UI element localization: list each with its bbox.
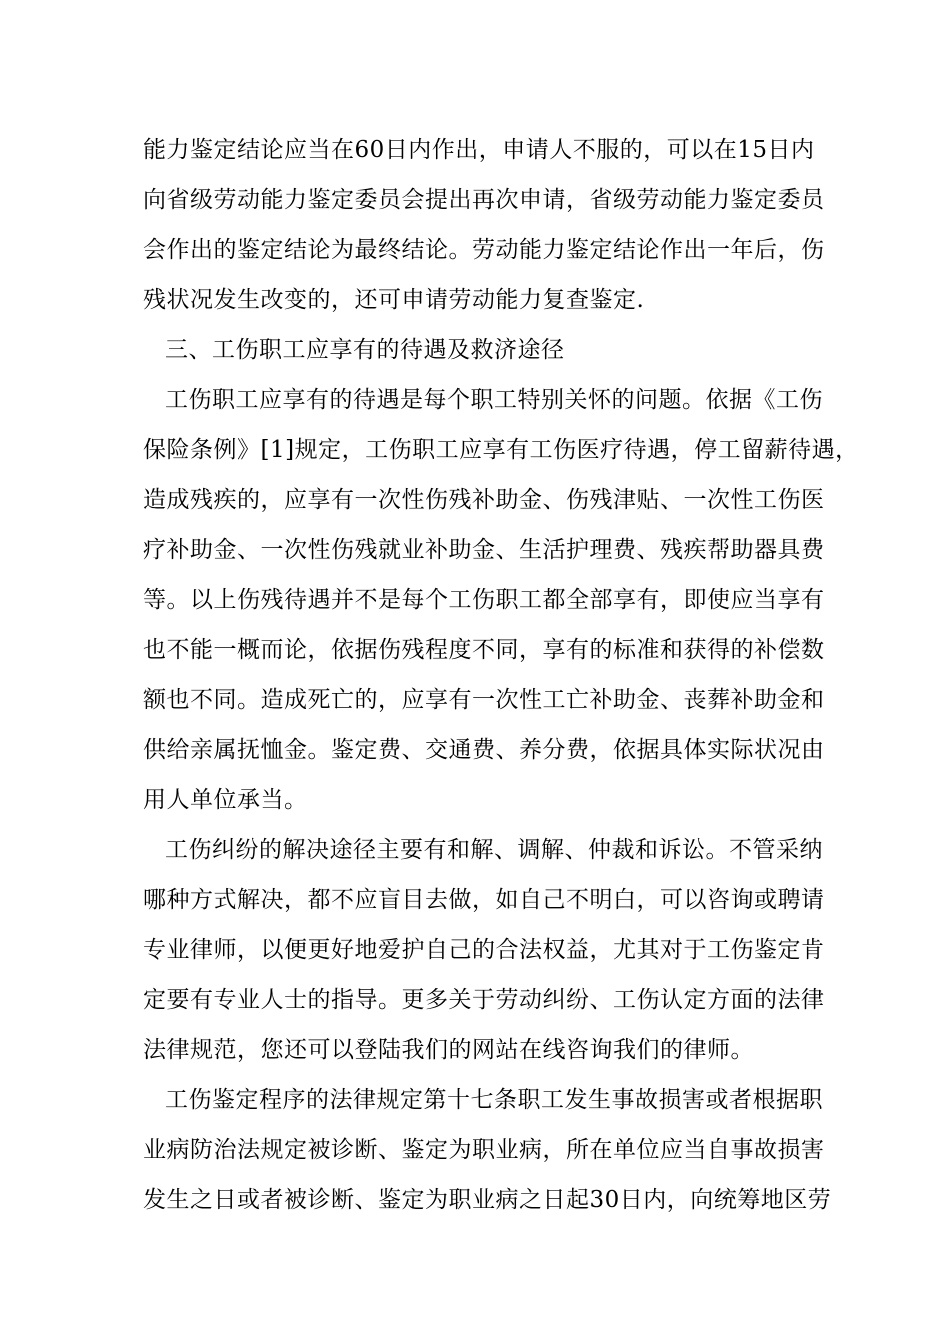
- paragraph-line: 会作出的鉴定结论为最终结论。劳动能力鉴定结论作出一年后，伤: [143, 237, 825, 263]
- paragraph-line: 工伤鉴定程序的法律规定第十七条职工发生事故损害或者根据职: [165, 1087, 823, 1113]
- paragraph-line: 定要有专业人士的指导。更多关于劳动纠纷、工伤认定方面的法律: [143, 987, 825, 1013]
- paragraph-line: 保险条例》[1]规定，工伤职工应享有工伤医疗待遇，停工留薪待遇，: [143, 437, 859, 463]
- paragraph-line: 造成残疾的，应享有一次性伤残补助金、伤残津贴、一次性工伤医: [143, 487, 825, 513]
- paragraph-line: 工伤纠纷的解决途径主要有和解、调解、仲裁和诉讼。不管采纳: [165, 837, 823, 863]
- paragraph-line: 疗补助金、一次性伤残就业补助金、生活护理费、残疾帮助器具费: [143, 537, 825, 563]
- paragraph-line: 发生之日或者被诊断、鉴定为职业病之日起30日内，向统筹地区劳: [143, 1187, 832, 1213]
- paragraph-line: 法律规范，您还可以登陆我们的网站在线咨询我们的律师。: [143, 1037, 754, 1063]
- paragraph-line: 等。以上伤残待遇并不是每个工伤职工都全部享有，即使应当享有: [143, 587, 825, 613]
- paragraph-line: 供给亲属抚恤金。鉴定费、交通费、养分费，依据具体实际状况由: [143, 737, 825, 763]
- paragraph-line: 额也不同。造成死亡的，应享有一次性工亡补助金、丧葬补助金和: [143, 687, 825, 713]
- paragraph-line: 残状况发生改变的，还可申请劳动能力复查鉴定.: [143, 287, 645, 313]
- paragraph-line: 业病防治法规定被诊断、鉴定为职业病，所在单位应当自事故损害: [143, 1137, 825, 1163]
- paragraph-line: 能力鉴定结论应当在60日内作出，申请人不服的，可以在15日内: [143, 137, 815, 163]
- paragraph-line: 向省级劳动能力鉴定委员会提出再次申请，省级劳动能力鉴定委员: [143, 187, 825, 213]
- paragraph-line: 也不能一概而论，依据伤残程度不同，享有的标准和获得的补偿数: [143, 637, 825, 663]
- paragraph-line: 专业律师，以便更好地爱护自己的合法权益，尤其对于工伤鉴定肯: [143, 937, 825, 963]
- paragraph-line: 工伤职工应享有的待遇是每个职工特别关怀的问题。依据《工伤: [165, 387, 823, 413]
- paragraph-line: 哪种方式解决，都不应盲目去做，如自己不明白，可以咨询或聘请: [143, 887, 825, 913]
- section-heading: 三、工伤职工应享有的待遇及救济途径: [165, 337, 565, 363]
- paragraph-line: 用人单位承当。: [143, 787, 308, 813]
